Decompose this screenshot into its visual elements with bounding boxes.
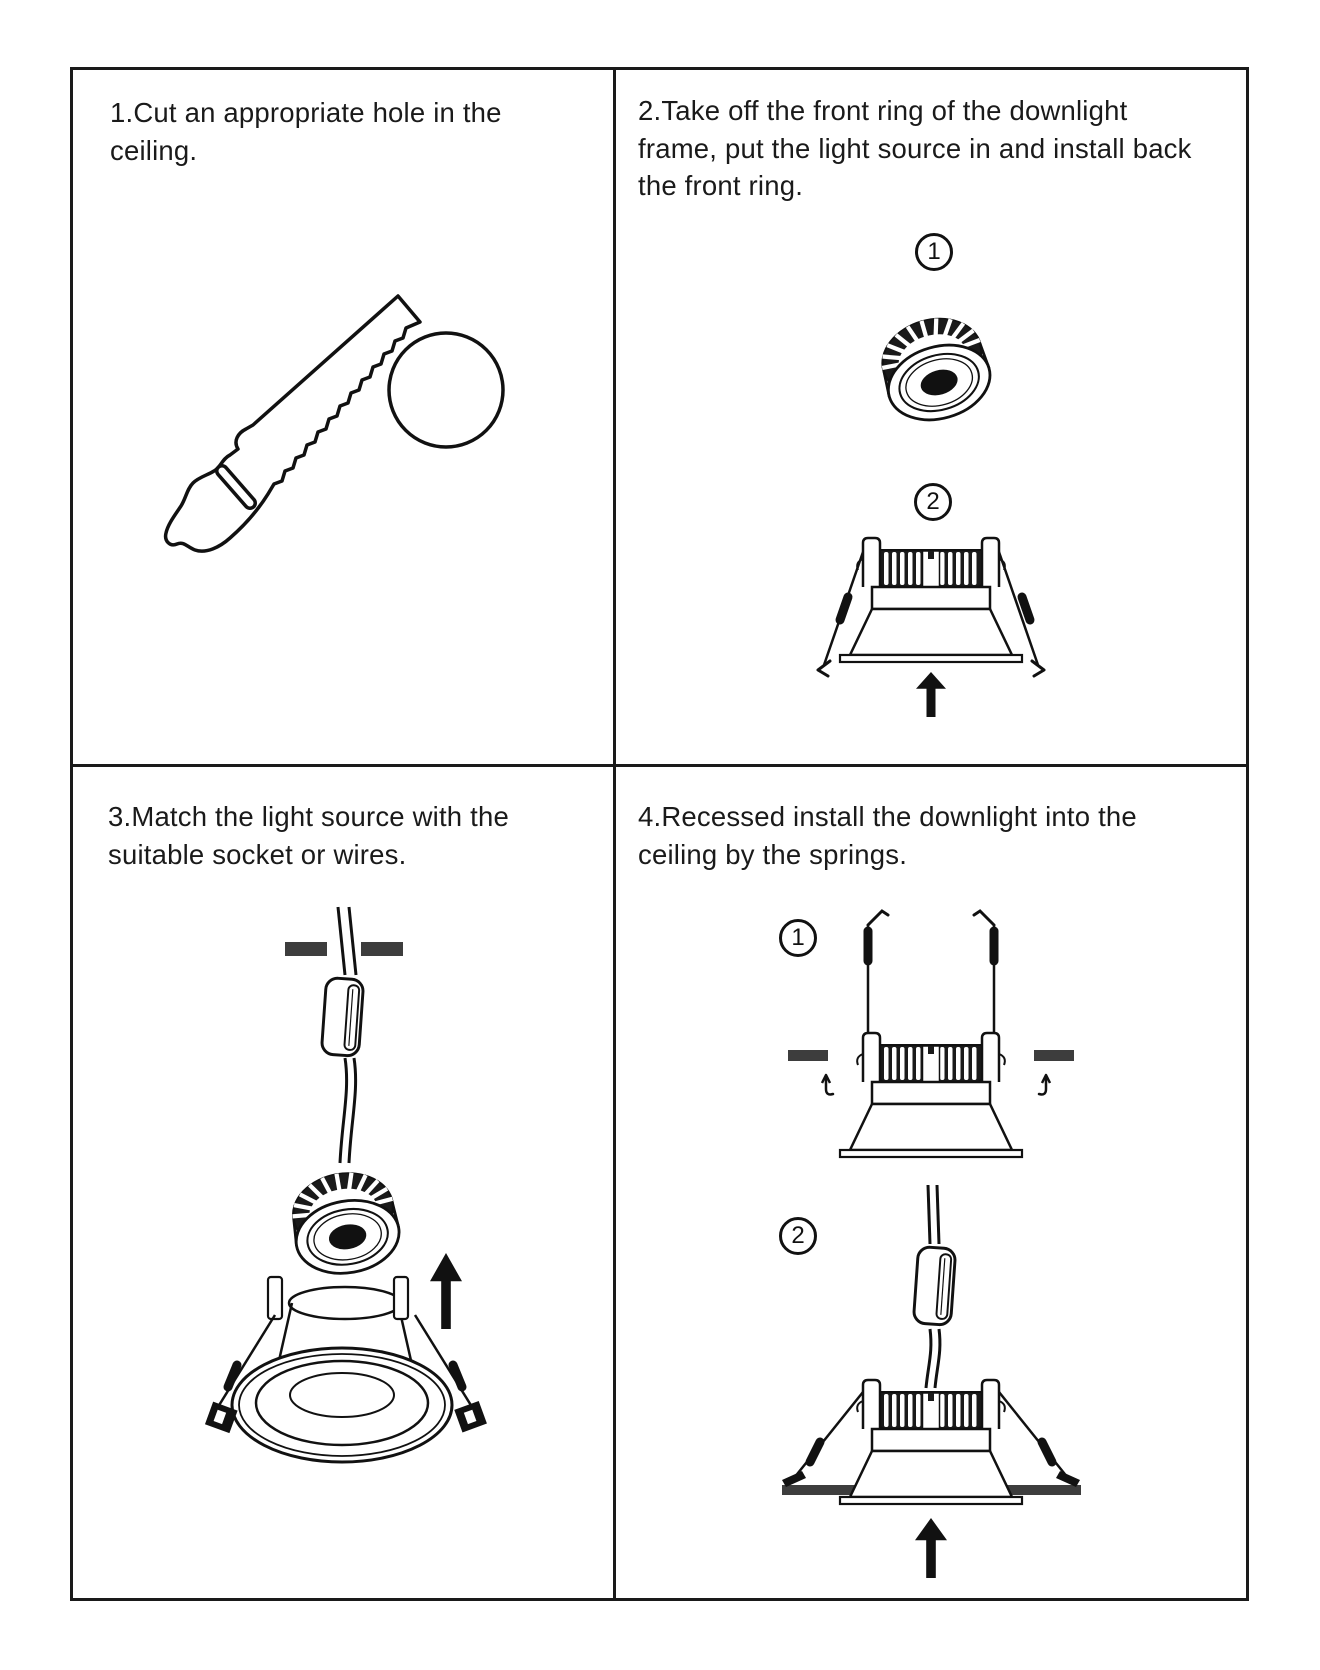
- light-source-module-icon: [285, 1165, 404, 1281]
- saw-icon: [166, 296, 420, 551]
- ceiling-bar-left: [788, 1050, 828, 1061]
- wire-icon: [926, 1329, 931, 1388]
- downlight-frame-icon: [840, 1380, 1022, 1504]
- ceiling-bar-right: [1034, 1050, 1074, 1061]
- ceiling-bar-right: [1000, 1485, 1081, 1495]
- step4-illustration-2: [740, 1180, 1140, 1590]
- ceiling-bar-left: [285, 942, 327, 956]
- wire-icon: [340, 1058, 347, 1163]
- step4-text: 4.Recessed install the downlight into the ceiling by the springs.: [638, 801, 1137, 870]
- spring-right-up-icon: [974, 911, 994, 1033]
- step2-marker-2-label: 2: [926, 488, 940, 515]
- row-divider: [70, 764, 1249, 767]
- step4-illustration-1: [740, 895, 1140, 1175]
- ceiling-bar-right: [361, 942, 403, 956]
- spring-left-up-icon: [868, 911, 888, 1033]
- up-arrow-icon: [915, 1518, 947, 1578]
- step2-illustration: [740, 225, 1140, 725]
- spring-foot-right: [454, 1401, 487, 1432]
- spring-right-icon: [999, 1392, 1080, 1487]
- column-divider: [613, 67, 616, 1601]
- connector-icon: [321, 977, 364, 1056]
- downlight-frame-icon: [840, 1033, 1022, 1157]
- hole-circle-icon: [389, 333, 503, 447]
- step1-text: 1.Cut an appropriate hole in the ceiling.: [110, 97, 502, 166]
- spring-left-icon: [782, 1392, 863, 1487]
- step1-illustration: [150, 258, 530, 558]
- step3-illustration: [180, 895, 510, 1520]
- step4-marker-1-label: 1: [791, 924, 805, 951]
- wire-icon: [928, 1185, 930, 1244]
- step2-text: 2.Take off the front ring of the downlight frame, put the light source in and install back the front ring.: [638, 95, 1192, 201]
- connector-icon: [913, 1246, 956, 1325]
- up-arrow-icon: [430, 1253, 462, 1329]
- rotate-hook-right-icon: [1039, 1075, 1050, 1094]
- wire-icon: [338, 907, 345, 975]
- step3-text: 3.Match the light source with the suitable socket or wires.: [108, 801, 509, 870]
- downlight-frame-icon: [818, 538, 1044, 676]
- rotate-hook-left-icon: [822, 1075, 833, 1094]
- step4-marker-2-label: 2: [791, 1222, 805, 1249]
- up-arrow-icon: [916, 672, 946, 717]
- step2-marker-1-label: 1: [927, 238, 941, 265]
- light-source-module-icon: [872, 307, 999, 432]
